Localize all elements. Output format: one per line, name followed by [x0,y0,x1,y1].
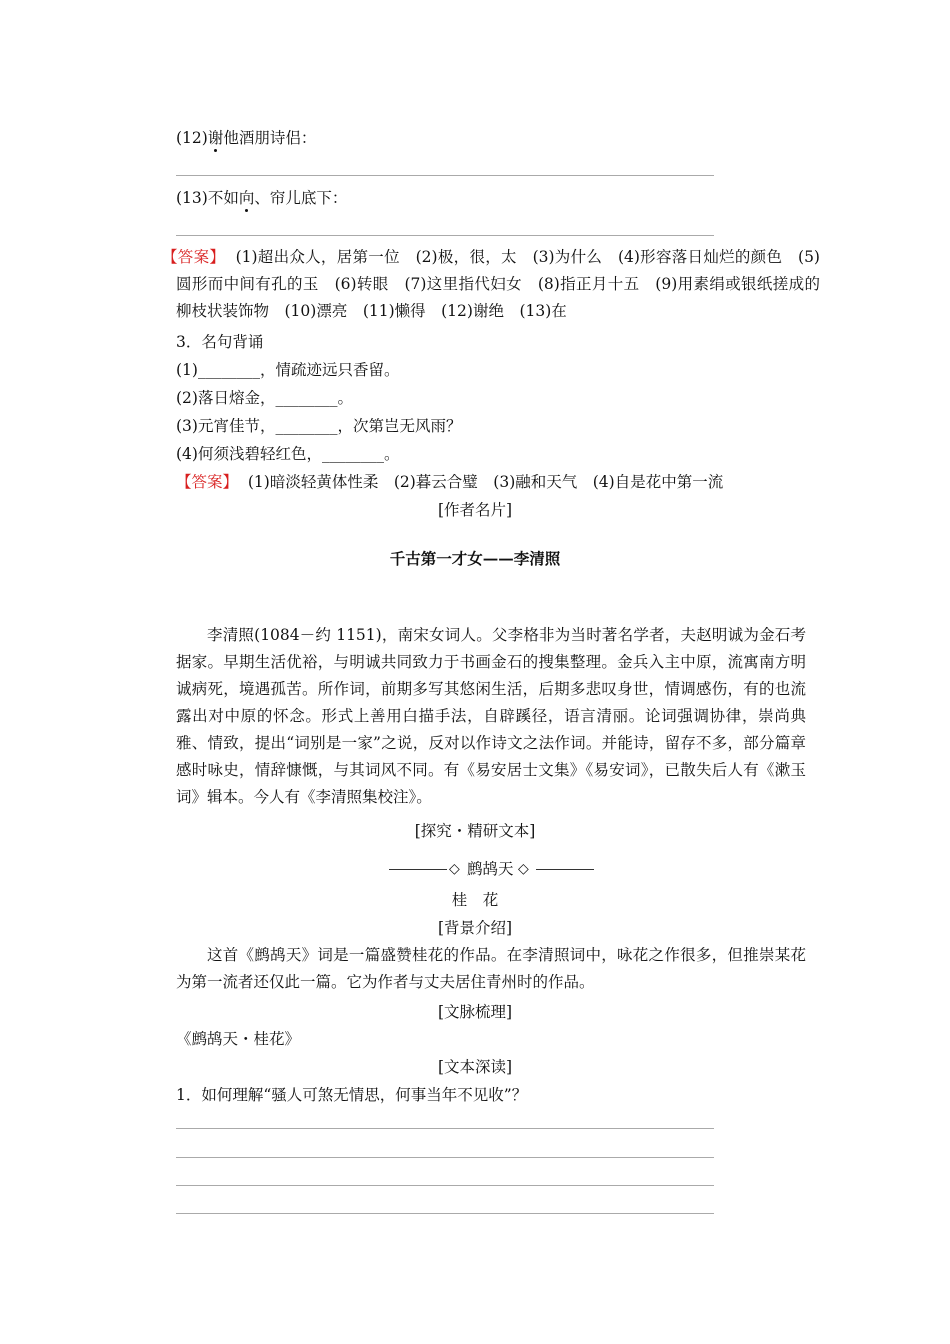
recite-item-4: (4)何须浅碧轻红色，________。 [176,445,400,463]
answer-tag: 【答案】 [176,473,239,491]
recite-item-2: (2)落日熔金，________。 [176,389,353,407]
emphasis-char-12: 谢 [207,129,224,147]
emphasis-char-13: 向 [238,189,255,207]
answer-block-1: 【答案】 (1)超出众人，居第一位 (2)极，很，太 (3)为什么 (4)形容落日灿烂的颜色 (5)圆形而中间有孔的玉 (6)转眼 (7)这里指代妇女 (8)指正月十五 (9)用素绢或银纸搓成的柳枝状装饰物 (10)漂亮 (11)懒得 (12)谢绝 (13)在 [162,248,820,320]
recite-item-1: (1)________，情疏迹远只香留。 [176,361,400,379]
poem-subtitle: 桂 花 [451,891,499,909]
diamond-right-icon: ◇ [518,861,529,877]
answer-blank-line[interactable] [176,175,714,176]
answer-blank-line[interactable] [176,1157,714,1158]
author-title: 千古第一才女——李清照 [389,549,561,568]
answer-blank-line[interactable] [176,1128,714,1129]
diamond-left-icon: ◇ [449,861,460,877]
structure-title: 《鹧鸪天・桂花》 [176,1030,301,1048]
recite-item-3: (3)元宵佳节，________，次第岂无风雨？ [176,417,462,435]
author-section-label: [作者名片] [437,501,513,519]
ci-title: 鹧鸪天 [467,860,514,878]
background-text: 这首《鹧鸪天》词是一篇盛赞桂花的作品。在李清照词中，咏花之作很多，但推崇某花为第一流者还仅此一篇。它为作者与丈夫居住青州时的作品。 [176,946,806,991]
answer-blank-line[interactable] [176,235,714,236]
answer-blank-line[interactable] [176,1213,714,1214]
structure-label: [文脉梳理] [437,1003,513,1021]
study-section-label: [探究・精研文本] [414,822,536,840]
answer-block-2: 【答案】 (1)暗淡轻黄体性柔 (2)暮云合璧 (3)融和天气 (4)自是花中第一流 [176,473,724,491]
author-bio: 李清照(1084－约 1151)，南宋女词人。父李格非为当时著名学者，夫赵明诚为金石考据家。早期生活优裕，与明诚共同致力于书画金石的搜集整理。金兵入主中原，流寓南方明诚病死，境遇孤苦。所作词，前期多写其悠闲生活，后期多悲叹身世，情调感伤，有的也流露出对中原的怀念。形式上善用白描手法，自辟蹊径，语言清丽。论词强调协律，崇尚典雅、情致，提出“词别是一家”之说，反对以作诗文之法作词。并能诗，留存不多，部分篇章感时咏史，情辞慷慨，与其词风不同。有《易安居士文集》《易安词》，已散失后人有《漱玉词》辑本。今人有《李清照集校注》。 [176,626,806,806]
ci-title-divider [389,860,594,878]
section-heading-3: 3．名句背诵 [176,333,264,351]
divider-rule-left [389,869,447,870]
reading-question-1: 1．如何理解“骚人可煞无情思，何事当年不见收”？ [176,1086,528,1104]
divider-rule-right [536,869,594,870]
background-label: [背景介绍] [437,919,513,937]
question-12: (12)谢他酒朋诗侣： [176,129,317,147]
answer-tag: 【答案】 [162,248,226,266]
answer-blank-line[interactable] [176,1185,714,1186]
reading-label: [文本深读] [437,1058,513,1076]
question-13: (13)不如向、帘儿底下： [176,189,348,207]
